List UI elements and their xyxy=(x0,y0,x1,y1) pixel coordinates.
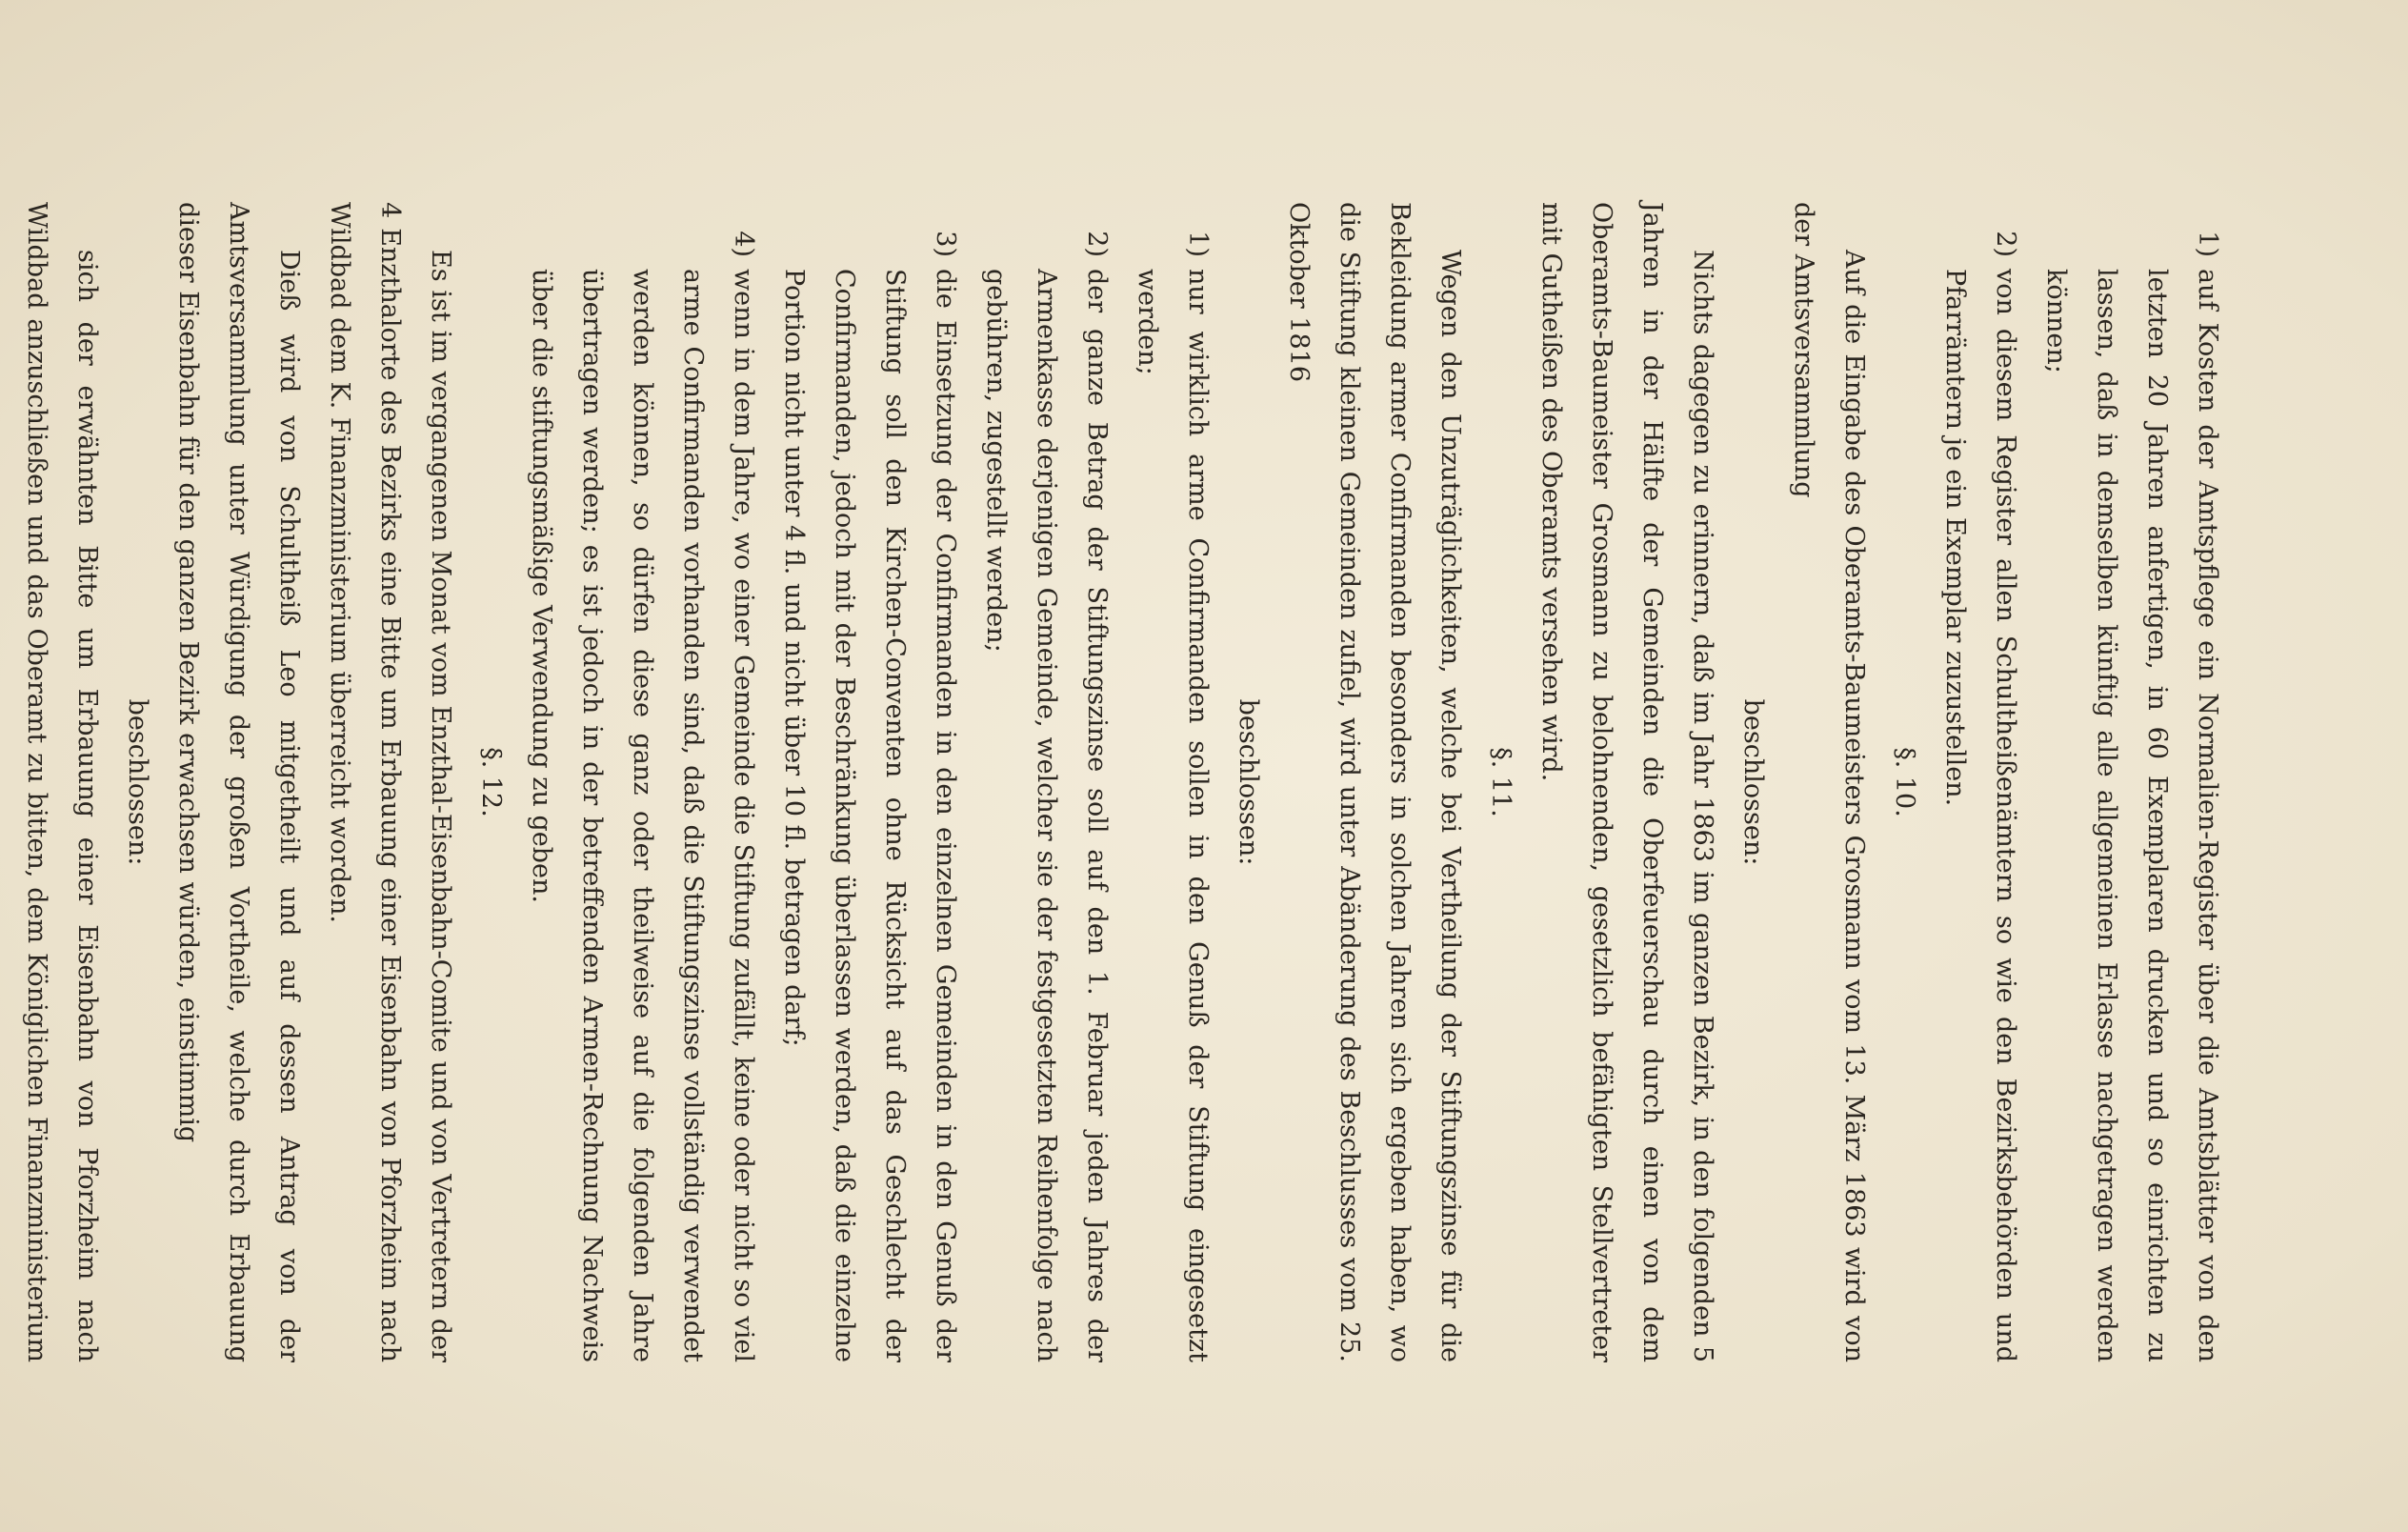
resolution-label: beschlossen: xyxy=(1234,698,1263,866)
section-heading: §. 12. xyxy=(476,747,506,817)
list-item xyxy=(971,202,1122,1362)
item-text: der ganze Betrag der Stiftungszinse soll auf den 1. Februar jeden Jahres der Armenkasse derjenigen Gemeinde, welcher sie der festgesetzten Reihenfolge nach gebühren, zugestellt werden; xyxy=(981,269,1112,1362)
item-number: 3) xyxy=(931,231,960,257)
item-number: 1) xyxy=(1183,231,1213,257)
resolution-label: beschlossen: xyxy=(1738,698,1768,866)
list-item xyxy=(1122,202,1223,1362)
section-intro: Auf die Eingabe des Oberamts-Baumeisters Grosmann vom 13. März 1863 wird von der Amtsversammlung xyxy=(1789,202,1869,1362)
item-text: nur wirklich arme Confirmanden sollen in den Genuß der Stiftung eingesetzt werden; xyxy=(1133,269,1213,1362)
section-paragraph: Es ist im vergangenen Monat vom Enzthal-Eisenbahn-Comite und von Vertretern der 4 Enzthalorte des Bezirks eine Bitte um Erbauung einer Eisenbahn von Pforzheim nach Wildbad dem K. Finanzministerium überreicht worden. xyxy=(325,202,455,1362)
item-text: von diesem Register allen Schultheißenämtern so wie den Bezirksbehörden und Pfarrämtern je ein Exemplar zuzustellen. xyxy=(1940,269,2020,1362)
list-item xyxy=(2031,202,2233,1362)
item-text: die Einsetzung der Confirmanden in den einzelnen Gemeinden in den Genuß der Stiftung soll den Kirchen-Conventen ohne Rücksicht auf das Geschlecht der Confirmanden, jedoch mit der Beschränkung überlassen werden, daß die einzelne Portion nicht unter 4 fl. und nicht über 10 fl. betragen darf; xyxy=(779,269,960,1362)
section-body: Nichts dagegen zu erinnern, daß im Jahr 1863 im ganzen Bezirk, in den folgenden 5 Jahren in der Hälfte der Gemeinden die Oberfeuerschau durch einen von dem Oberamts-Baumeister Grosmann zu belohnenden, gesetzlich befähigten Stellvertreter mit Gutheißen des Oberamts versehen wird. xyxy=(1536,202,1717,1362)
list-item xyxy=(769,202,971,1362)
rotated-text-block xyxy=(22,202,2233,1362)
section-paragraph: sich der erwähnten Bitte um Erbauung einer Eisenbahn von Pforzheim nach Wildbad anzuschließen und das Oberamt zu bitten, dem Königlichen Finanzministerium xyxy=(22,202,102,1362)
item-number: 1) xyxy=(2193,231,2222,257)
item-number: 2) xyxy=(1082,231,1112,257)
item-number: 4) xyxy=(729,231,758,257)
section-heading: §. 10. xyxy=(1890,747,1919,817)
list-item xyxy=(516,202,769,1362)
section-intro: Wegen den Unzuträglichkeiten, welche bei Vertheilung der Stiftungszinse für die Bekleidung armer Confirmanden besonders in solchen Jahren sich ergeben haben, wo die Stiftung kleinen Gemeinden zufiel, wird unter Abänderung des Beschlusses vom 25. Oktober 1816 xyxy=(1284,202,1465,1362)
resolution-label: beschlossen: xyxy=(123,698,152,866)
item-text: auf Kosten der Amtspflege ein Normalien-Register über die Amtsblätter von den letzten 20 Jahren anfertigen, in 60 Exemplaren drucken und so einrichten zu lassen, daß in demselben künftig alle allgemeinen Erlasse nachgetragen werden können; xyxy=(2041,269,2222,1362)
list-item xyxy=(1930,202,2031,1362)
item-text: wenn in dem Jahre, wo einer Gemeinde die Stiftung zufällt, keine oder nicht so viel arme Confirmanden vorhanden sind, daß die Stiftungszinse vollständig verwendet werden können, so dürfen diese ganz oder theilweise auf die folgenden Jahre übertragen werden; es ist jedoch in der betreffenden Armen-Rechnung Nachweis über die stiftungsmäßige Verwendung zu geben. xyxy=(527,269,758,1362)
section-paragraph: Dieß wird von Schultheiß Leo mitgetheilt und auf dessen Antrag von der Amtsversammlung unter Würdigung der großen Vortheile, welche durch Erbauung dieser Eisenbahn für den ganzen Bezirk erwachsen würden, einstimmig xyxy=(173,202,304,1362)
section-heading: §. 11. xyxy=(1486,747,1515,817)
item-number: 2) xyxy=(1991,231,2020,257)
